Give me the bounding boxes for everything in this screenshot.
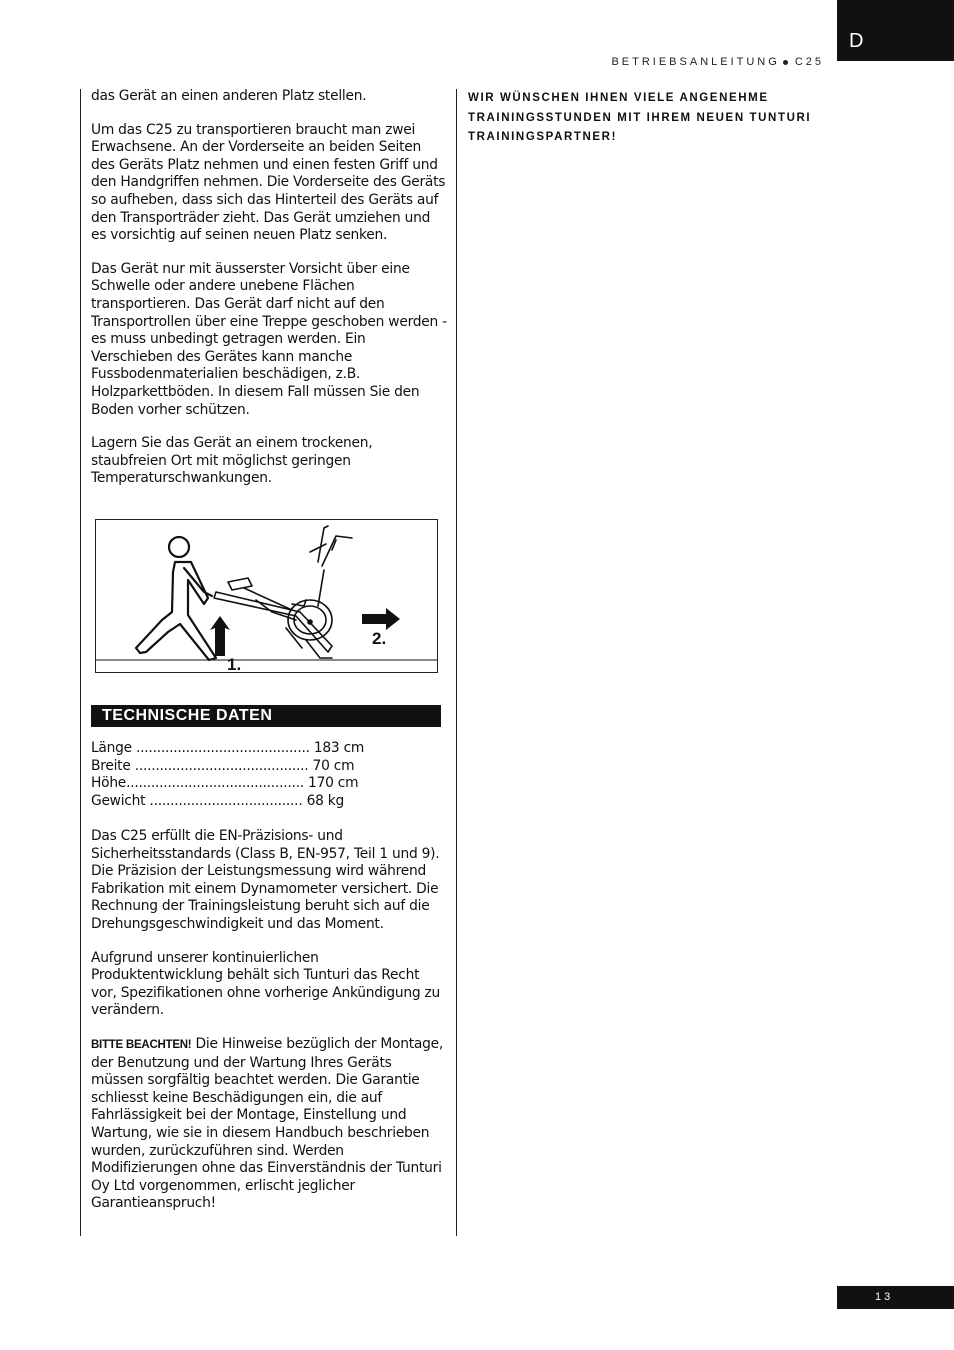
trainer-machine <box>214 526 352 658</box>
running-header <box>611 56 824 68</box>
manual-title: BETRIEBSANLEITUNG <box>611 56 780 68</box>
spec-row <box>91 793 391 811</box>
transport-drawing <box>96 520 437 672</box>
spec-dots: .......................................... <box>130 757 309 774</box>
step-1-label: 1. <box>227 655 242 672</box>
paragraph: Das Gerät nur mit äusserster Vorsicht über eine Schwelle oder andere unebene Flächen transportieren. Das Gerät darf nicht auf den Transportrollen über eine Treppe geschoben werden - es muss unbedingt getragen werden. Ein Verschieben des Gerätes kann manche Fussbodenmaterialien beschädigen, z.B. Holzparkettböden. In diesem Fall müssen Sie den Boden vorher schützen. <box>91 260 447 418</box>
paragraph: Das C25 erfüllt die EN-Präzisions- und Sicherheitsstandards (Class B, EN-957, Teil 1 und 9). Die Präzision der Leistungsmessung wird während Fabrikation mit einem Dynamometer versichert. Die Rechnung der Trainingsleistung beruht sich auf die Drehungsgeschwindigkeit und das Moment. <box>91 828 440 932</box>
spec-list <box>91 740 391 810</box>
transport-illustration <box>95 519 438 673</box>
spec-dots: ........................................... <box>126 775 304 792</box>
transport-instructions <box>91 88 447 504</box>
spec-label: Gewicht <box>91 792 146 809</box>
spec-label: Höhe <box>91 775 127 792</box>
note-text: Die Hinweise bezüglich der Montage, der Benutzung und der Wartung Ihres Geräts müssen sorgfältig beachtet werden. Die Garantie schliesst keine Beschädigungen ein, die auf Fahrlässigkeit bei der Montage, Einstellung und Wartung, wie sie in diesem Handbuch beschrieben wurden, zurückzuführen sind. Werden Modifizierungen ohne das Einverständnis der Tunturi Oy Ltd vorgenommen, erlischt jeglicher Garantieanspruch! <box>91 1035 443 1212</box>
warranty-note <box>91 1036 447 1213</box>
language-tab: D <box>837 0 954 61</box>
spec-dots: .......................................... <box>131 740 310 756</box>
paragraph: Aufgrund unserer kontinuierlichen Produktentwicklung behält sich Tunturi das Recht vor, Spezifikationen ohne vorherige Ankündigung zu verändern. <box>91 949 440 1019</box>
step-2-label: 2. <box>372 629 387 648</box>
spec-label: Länge <box>91 740 132 756</box>
page-number: 13 <box>837 1286 954 1309</box>
closing-message: WIR WÜNSCHEN IHNEN VIELE ANGENEHME TRAININGSSTUNDEN MIT IHREM NEUEN TUNTURI TRAININGSPARTNER! <box>468 92 812 143</box>
spec-row <box>91 775 391 793</box>
spec-row <box>91 740 391 758</box>
model-name: C25 <box>794 56 824 68</box>
spec-value: 70 cm <box>308 757 355 774</box>
left-column-rule <box>80 89 81 1236</box>
paragraph: Um das C25 zu transportieren braucht man zwei Erwachsene. An der Vorderseite an beiden Seiten des Geräts Platz nehmen und einen festen Griff und den Handgriffen nehmen. Die Vorderseite des Geräts so aufheben, dass sich das Hinterteil des Geräts auf den Transporträder zieht. Das Gerät umziehen und es vorsichtig auf seinen neuen Platz senken. <box>91 121 446 244</box>
paragraph: das Gerät an einen anderen Platz stellen. <box>91 88 367 104</box>
note-label: BITTE BEACHTEN! <box>91 1038 192 1051</box>
lift-up-arrow-icon <box>210 616 230 656</box>
push-right-arrow-icon <box>362 608 400 630</box>
bullet-dot-icon <box>783 60 788 65</box>
paragraph: Lagern Sie das Gerät an einem trockenen, staubfreien Ort mit möglichst geringen Temperaturschwankungen. <box>91 435 373 487</box>
spec-value: 183 cm <box>309 740 365 756</box>
middle-column-rule <box>456 89 457 1236</box>
spec-value: 170 cm <box>303 775 359 792</box>
section-heading: TECHNISCHE DATEN <box>91 705 441 727</box>
spec-label: Breite <box>91 757 131 774</box>
person-figure <box>136 537 216 660</box>
technical-notes <box>91 828 447 1229</box>
spec-dots: ..................................... <box>145 792 303 809</box>
spec-row <box>91 758 391 776</box>
spec-value: 68 kg <box>302 792 345 809</box>
